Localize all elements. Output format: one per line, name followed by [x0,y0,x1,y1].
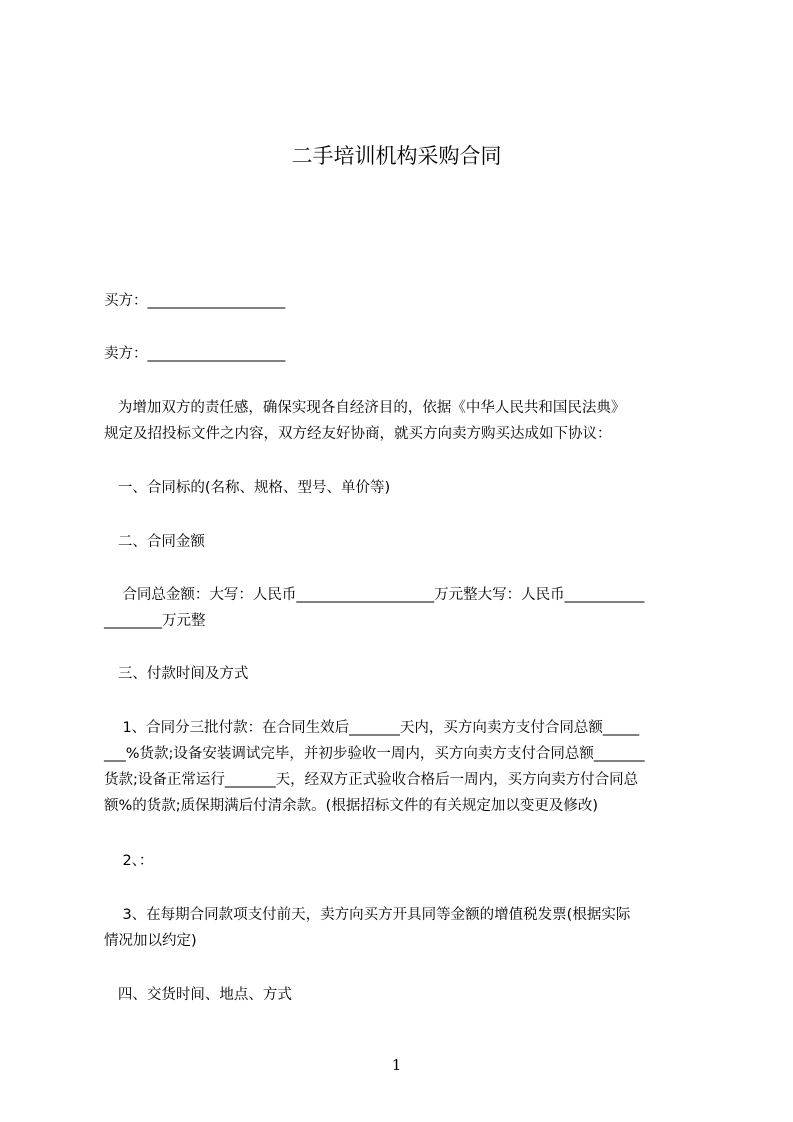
intro-line-2: 规定及招投标文件之内容，双方经友好协商，就买方向卖方购买达成如下协议： [104,426,612,442]
payment-line-4: 额%的货款;质保期满后付清余款。(根据招标文件的有关规定加以变更及修改) [104,798,598,814]
seller-label: 卖方： [104,346,148,362]
buyer-blank: ___________________ [147,293,286,309]
payment-line-1: 1、合同分三批付款：在合同生效后_______天内，买方向卖方支付合同总额_____ [104,720,640,736]
section-3-heading: 三、付款时间及方式 [104,666,249,682]
payment-line-2: ___%货款;设备安装调试完毕，并初步验收一周内，买方向卖方支付合同总额_______ [104,746,645,762]
page-number: 1 [391,1056,402,1074]
invoice-line-1: 3、在每期合同款项支付前天，卖方向买方开具同等金额的增值税发票(根据实际 [104,907,631,923]
section-4-heading: 四、交货时间、地点、方式 [104,987,292,1003]
intro-line-1: 为增加双方的责任感，确保实现各自经济目的，依据《中华人民共和国民法典》 [104,400,626,416]
document-title: 二手培训机构采购合同 [291,144,502,168]
section-2-heading: 二、合同金额 [104,534,205,550]
payment-item-2: 2、： [104,853,154,869]
seller-blank: ___________________ [147,346,286,362]
payment-line-3: 货款;设备正常运行_______天，经双方正式验收合格后一周内，买方向卖方付合同总 [104,772,639,788]
seller-line [104,341,704,367]
buyer-label: 买方： [104,293,148,309]
buyer-line [104,288,704,314]
invoice-line-2: 情况加以约定) [104,933,197,949]
amount-line-1: 合同总金额：大写：人民币___________________万元整大写：人民币___________ [104,587,645,603]
section-1-heading: 一、合同标的(名称、规格、型号、单价等) [104,480,391,496]
amount-line-2: ________万元整 [104,613,206,629]
